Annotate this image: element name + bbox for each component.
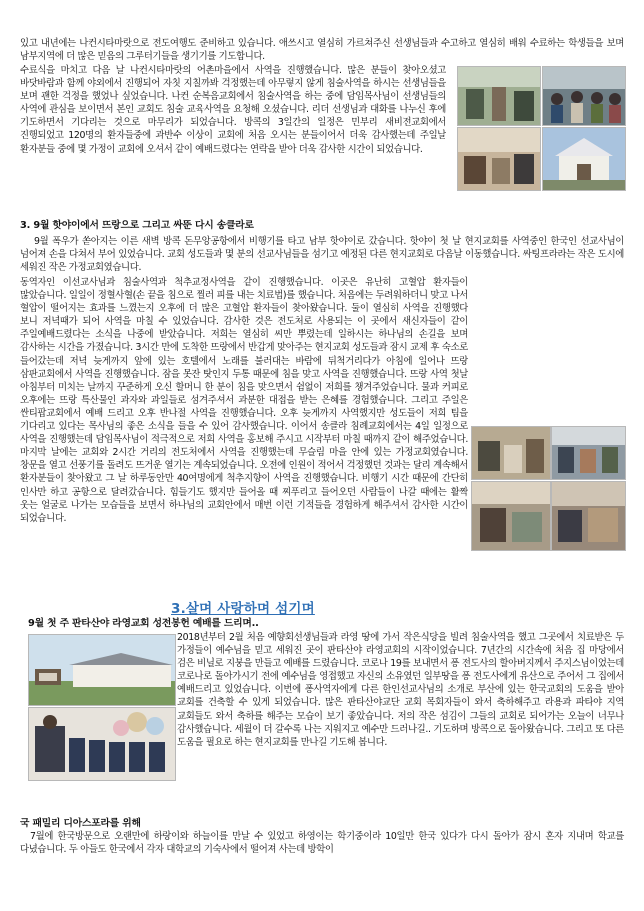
photo-outdoor-treatment bbox=[457, 66, 541, 126]
paragraph-rayong-text: 2018년부터 2월 처음 예향회선생님들과 라영 땅에 가서 작은식당을 빌려 침술사역을 했고 그곳에서 치료받은 두 가정들이 예수님을 믿고 세워진 곳이 판타산야 라영교회의 시작이었습니다. 7년간의 시간속에 처음 집 마당에서 검은 비닐로 지붕을 만들고 예배를 드렸습니다. 코로나 19를 보내면서 퐁 전도사의 할아버지께서 주지스님이었는데 코로나로 돌아가시기 전에 예수님을 영접했고 자신의 소유였던 일부땅을 퐁 전도사에게 유산으로 주어서 그 집에서 예배드리고 있었습니다. 이번에 퐁사역자에게 다른 한인선교사님의 소개로 부산에 있는 한국교회의 도움을 받아 교회를 건축할 수 있게 되었습니다. 많은 판타산야교단 교회 목회자들이 와서 축하해주고 라용과 파타야 지역 교회들도 와서 축하를 해주는 모습이 보기 좋았습니다. 저의 작은 섬김이 그들의 교회로 되어가는 오늘이 너무나 감사했습니다. 세월이 더 갈수록 나는 지워지고 예수만 드러나길.. 기도하며 방콕으로 돌아왔습니다. 그리고 또 다른 도움을 필요로 하는 현지교회를 만나길 기도해 봅니다. bbox=[177, 632, 624, 748]
photo-spinal-care bbox=[551, 481, 626, 551]
paragraph-fishing-village: 수료식을 마치고 다음 날 나컨시타마랏의 어촌마을에서 사역을 진행했습니다. 많은 분들이 찾아오셨고 바닷바람과 함께 야외에서 진행되어 자칫 지칠까봐 걱정했는데 아무렇지 않게 침술사역을 하시는 선생님들을 보며 괜한 걱정을 했었나 싶었습니다. 나컨 순복음교회에서 침술사역을 하는 중에 담임목사님이 선생님들의 사역에 관심을 보이면서 본인 교회도 침술 교육사역을 요청해 오셨습니다. 리더 선생님과 대화를 나누신 후에 기도하면서 기다리는 것으로 마무리가 되었습니다. 방콕의 3일간의 일정은 민부리 새비전교회에서 진행되었고 120명의 환자들중에 과반수 이상이 교회에 처음 오시는 분들이어서 더욱 감사했는데 주일날 환자분들 중에 몇 가정이 교회에 오셔서 같이 예배드렸다는 연락을 받아 더욱 감사한 시간이 되었습니다. bbox=[20, 65, 446, 155]
photo-dedication-service bbox=[28, 707, 176, 781]
paragraph-hatyai-arrival: 9월 폭우가 쏟아지는 이른 새벽 방콕 돈무앙공항에서 비행기를 타고 남부 핫야이로 갔습니다. 핫야이 첫 날 현지교회를 사역중인 한국인 선교사님이 넘어져 손을 다쳐서 부어 있었습니다. 교회 성도들과 몇 분의 선교사님들을 섬기고 예정된 다른 현지교회로 다음날 이동했습니다. 싸팅프라라는 작은 도시에 세워진 작은 가정교회였습니다. bbox=[20, 236, 624, 274]
heading-section-hatyai: 3. 9월 핫야이에서 뜨랑으로 그리고 싸뚠 다시 송클라로 bbox=[20, 220, 254, 231]
paragraph-intro: 있고 내년에는 나컨시타마랏으로 전도여행도 준비하고 있습니다. 애쓰시고 열심히 가르쳐주신 선생님들과 수고하고 열심히 배워 수료하는 학생들을 보며 남부지역에 더 많은 믿음의 그루터기들을 생기기를 기도합니다. bbox=[20, 38, 624, 63]
photo-group-gathering bbox=[542, 66, 626, 126]
paragraph-trang-ministry: 동역자인 이선교사님과 침술사역과 척추교정사역을 같이 진행했습니다. 이곳은 유난히 고혈압 환자들이 많았습니다. 일일이 정혈사혈(손 끝을 침으로 찔러 피를 내는 치료법)를 했습니다. 처음에는 두려워하더니 맞고 나서 혈압이 떨어지는 효과를 느꼈는지 오후에 더 많은 고혈압 환자들이 찾아왔습니다. 둘이 열심히 사역을 진행했다 보니 저녁때가 되어 사역을 마칠 수 있었습니다. 감사한 것은 전도처로 사용되는 이 곳에서 새신자들이 같이 주일예배드렸다는 소식을 나중에 받았습니다. 저희는 열심히 씨만 뿌렸는데 일하시는 하나님의 손길을 보며 감사하는 시간을 가졌습니다. 3시간 만에 도착한 뜨랑에서 반갑게 맞아주는 현지교회 성도들과 잠시 교제 후 숙소로 들어갔는데 저녁 늦게까지 앞에 있는 호텔에서 노래를 불러대는 바람에 뒤척거리다가 아침에 일어나 뜨랑 삼판교회에서 사역을 진행했습니다. 잠을 못잔 탓인지 두통 때문에 침을 맞고 사역을 진행했습니다. 뜨랑 사역 첫날 아침부터 미치는 날까지 꾸준하게 오신 할머니 한 분이 침을 맞으면서 쉼없이 저희를 챙겨주었습니다. 물과 커피로 오후에는 뜨랑 특산물인 과자와 과일들로 섬겨주셔서 과분한 대접을 받는 은혜를 경험했습니다. 그리고 주일은 싼티팝교회에서 예배 드리고 오후 반나절 사역을 진행했습니다. 오후 늦게까지 사역했지만 성도들이 저희 팀을 기다리고 있다는 목사님의 좋은 소식을 들을 수 있어 감사했습니다. 이어서 송클라 침례교회에서는 4일 일정으로 사역을 진행했는데 담임목사님이 적극적으로 저희 사역을 홍보해 주시고 시작부터 마칠 때까지 같이 해주었습니다. 마지막 날에는 교회와 2시간 거리의 전도처에서 사역을 진행했는데 무슬림 마을 안에 있는 가정교회였습니다. 창문을 열고 선풍기를 돌려도 뜨거운 열기는 계속되었습니다. 오전에 인원이 적어서 걱정했던 것과는 달리 계속해서 환자분들이 찾아왔고 그 날 하루동안만 40여명에게 척추지향이 사역을 진행했습니다. 비행기 시간 때문에 간단히 인사만 하고 공항으로 달려갔습니다. 힘들기도 했지만 들어올 때 찌푸리고 들어오던 사람들이 나갈 때에는 활짝 웃는 얼굴로 나가는 모습들을 보면서 하나님의 교회안에서 매번 이런 기적들을 경험하게 해주셔서 감사한 시간이 되었습니다. bbox=[20, 277, 468, 524]
photo-church-building bbox=[542, 127, 626, 191]
subheading-rayong-dedication: 9월 첫 주 판타산야 라영교회 성전봉헌 예배를 드리며.. bbox=[28, 618, 259, 629]
photo-patients-waiting bbox=[551, 426, 626, 480]
paragraph-family-news: 7월에 한국방문으로 오랜만에 하랑이와 하늘이를 만날 수 있었고 하영이는 학기중이라 10일만 한국 있다가 다시 돌아가 잠시 혼자 지내며 학교를 다녔습니다. 두 아들도 한국에서 각자 대학교의 기숙사에서 떨어져 사는데 방학이 bbox=[20, 831, 624, 856]
section-title-serving: 3.살며 사랑하며 섬기며 bbox=[171, 601, 315, 617]
heading-family-diaspora: 국 패밀리 디아스포라를 위해 bbox=[20, 818, 141, 829]
photo-acupuncture-session bbox=[471, 426, 551, 480]
photo-new-church-building bbox=[28, 634, 176, 706]
photo-clinic-indoor bbox=[457, 127, 541, 191]
photo-treatment-room bbox=[471, 481, 551, 551]
